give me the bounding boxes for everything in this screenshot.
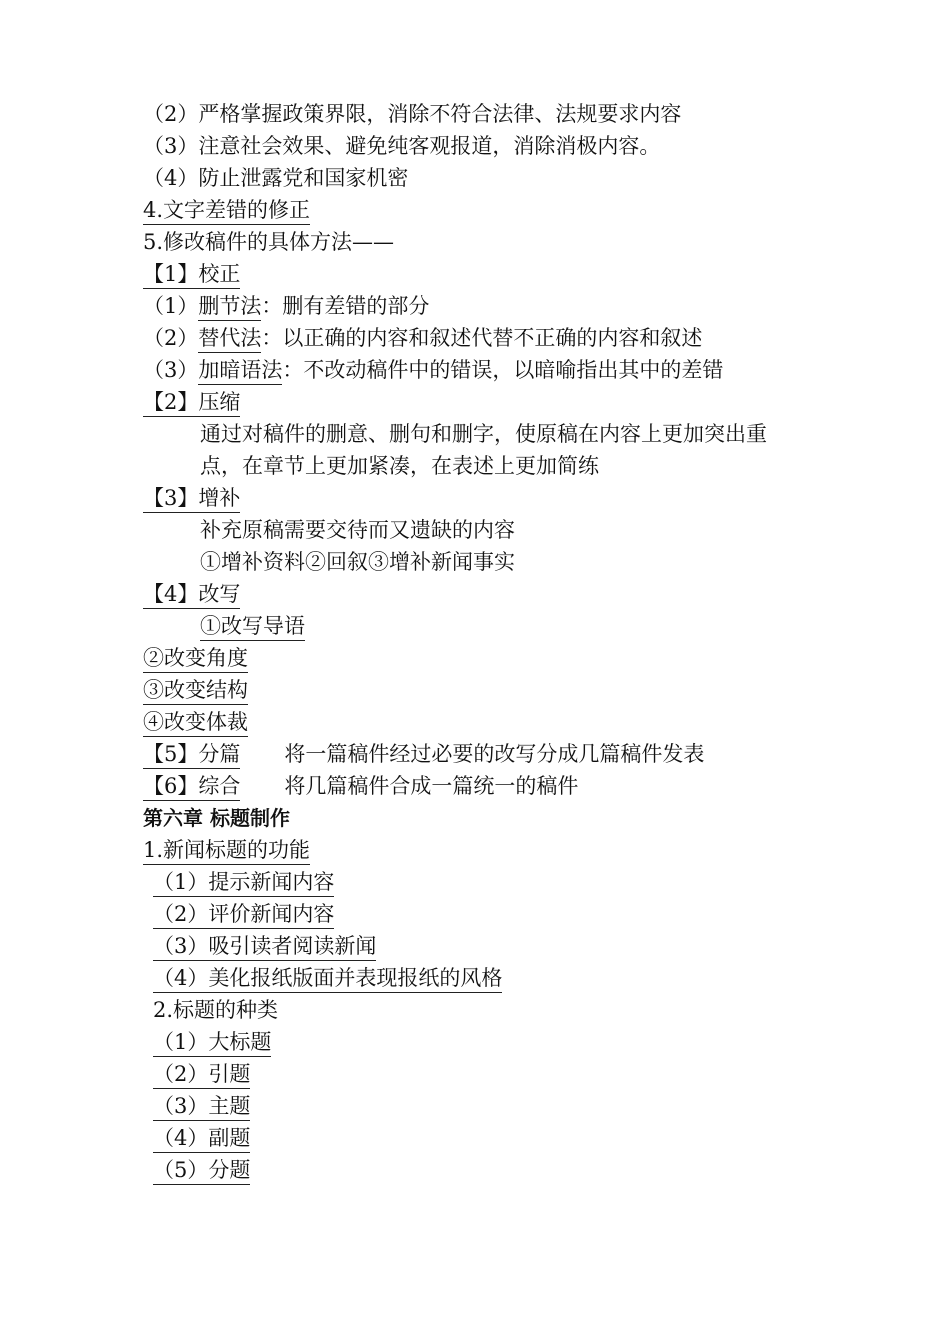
section-combine-label: 【6】综合	[143, 774, 240, 801]
section-split	[143, 740, 704, 768]
item-number: （1）	[143, 294, 199, 318]
item-big-headline-label: （1）大标题	[153, 1030, 271, 1057]
section-compression	[143, 388, 240, 416]
item-lead-headline	[153, 1060, 250, 1088]
item-number: （3）	[143, 358, 199, 382]
section-compression-label: 【2】压缩	[143, 390, 240, 417]
item-change-structure	[143, 676, 248, 704]
item-big-headline	[153, 1028, 271, 1056]
item-sub-headline-label: （4）副题	[153, 1126, 250, 1153]
text-supplement-desc: 补充原稿需要交待而又遗缺的内容	[200, 518, 515, 542]
section-split-label: 【5】分篇	[143, 742, 240, 769]
section-rewrite	[143, 580, 240, 608]
item-beautify-layout-label: （4）美化报纸版面并表现报纸的风格	[153, 966, 502, 993]
section-correction-label: 【1】校正	[143, 262, 240, 289]
section-correction	[143, 260, 240, 288]
item-lead-headline-label: （2）引题	[153, 1062, 250, 1089]
item-change-structure-label: ③改变结构	[143, 678, 248, 705]
item-change-genre-label: ④改变体裁	[143, 710, 248, 737]
item-rewrite-lead	[200, 612, 305, 640]
section-rewrite-label: 【4】改写	[143, 582, 240, 609]
section-combine	[143, 772, 578, 800]
item-attract-readers-label: （3）吸引读者阅读新闻	[153, 934, 376, 961]
heading-text-error-correction	[143, 196, 310, 224]
item-substitution-method	[143, 324, 702, 352]
item-section-headline	[153, 1156, 250, 1184]
item-number: （2）	[143, 326, 199, 350]
text-line-state-secrets: （4）防止泄露党和国家机密	[143, 166, 409, 190]
item-change-genre	[143, 708, 248, 736]
item-hint-method	[143, 356, 723, 384]
heading-headline-types: 2.标题的种类	[153, 998, 279, 1022]
item-change-angle-label: ②改变角度	[143, 646, 248, 673]
section-split-desc: 将一篇稿件经过必要的改写分成几篇稿件发表	[284, 742, 705, 766]
heading-text-error-correction-label: 4.文字差错的修正	[143, 198, 310, 225]
item-beautify-layout	[153, 964, 502, 992]
text-compression-line2: 点，在章节上更加紧凑，在表述上更加简练	[200, 454, 599, 478]
chapter-title: 第六章 标题制作	[143, 806, 290, 830]
section-supplement	[143, 484, 240, 512]
text-compression-line1: 通过对稿件的删意、删句和删字，使原稿在内容上更加突出重	[200, 422, 767, 446]
term-substitution-method: 替代法	[198, 326, 261, 353]
item-evaluate-content-label: （2）评价新闻内容	[153, 902, 334, 929]
text-supplement-items: ①增补资料②回叙③增补新闻事实	[200, 550, 515, 574]
item-evaluate-content	[153, 900, 334, 928]
term-hint-method: 加暗语法	[198, 358, 282, 385]
section-combine-desc: 将几篇稿件合成一篇统一的稿件	[284, 774, 579, 798]
heading-headline-functions	[143, 836, 310, 864]
term-deletion-method: 删节法	[198, 294, 261, 321]
item-description: ：删有差错的部分	[261, 294, 430, 318]
item-attract-readers	[153, 932, 376, 960]
item-sub-headline	[153, 1124, 250, 1152]
item-main-headline-label: （3）主题	[153, 1094, 250, 1121]
text-line-social-effect: （3）注意社会效果、避免纯客观报道，消除消极内容。	[143, 134, 661, 158]
item-reveal-content	[153, 868, 334, 896]
item-reveal-content-label: （1）提示新闻内容	[153, 870, 334, 897]
heading-headline-functions-label: 1.新闻标题的功能	[143, 838, 310, 865]
text-line-policy-limits: （2）严格掌握政策界限，消除不符合法律、法规要求内容	[143, 102, 682, 126]
section-supplement-label: 【3】增补	[143, 486, 240, 513]
item-change-angle	[143, 644, 248, 672]
item-section-headline-label: （5）分题	[153, 1158, 250, 1185]
item-main-headline	[153, 1092, 250, 1120]
item-description: ：以正确的内容和叙述代替不正确的内容和叙述	[261, 326, 703, 350]
heading-revision-methods: 5.修改稿件的具体方法——	[143, 230, 395, 254]
item-rewrite-lead-label: ①改写导语	[200, 614, 305, 641]
item-deletion-method	[143, 292, 429, 320]
item-description: ：不改动稿件中的错误，以暗喻指出其中的差错	[282, 358, 724, 382]
